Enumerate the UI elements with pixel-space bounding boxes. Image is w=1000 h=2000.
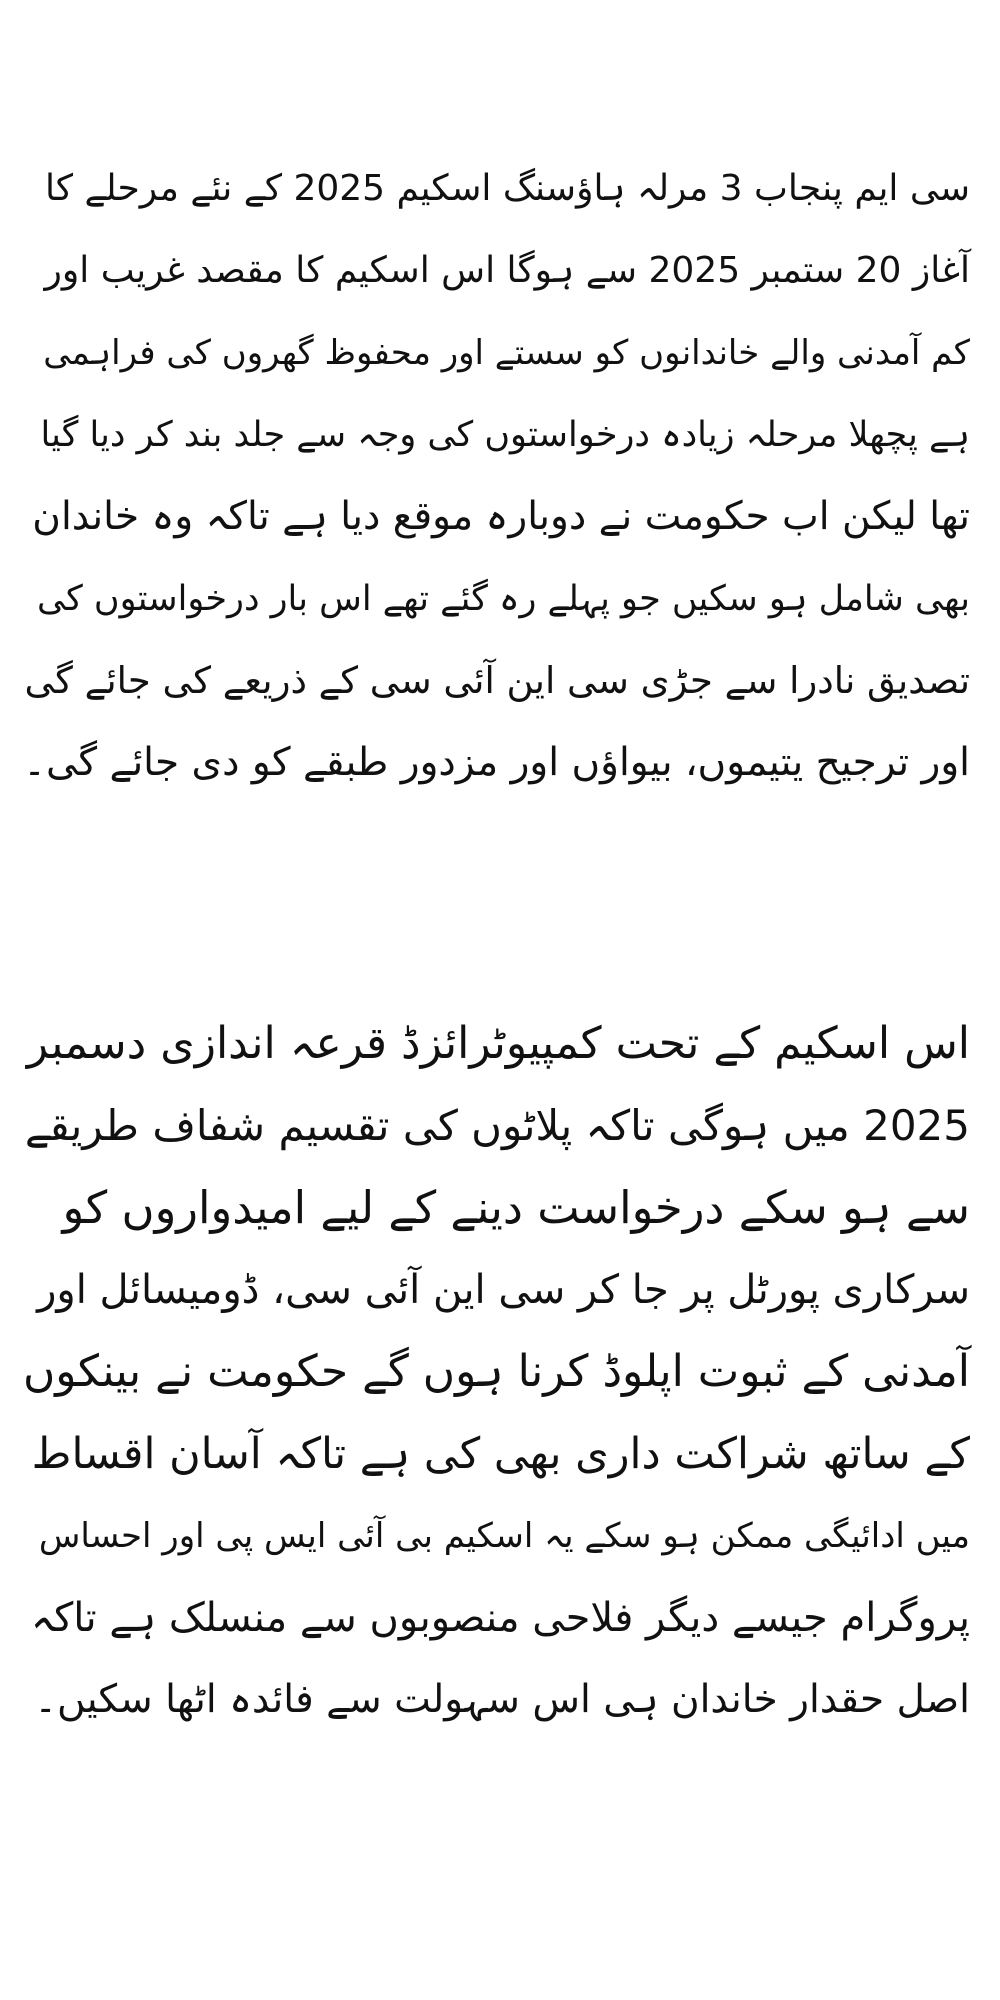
paragraph-1-line-7: تصدیق نادرا سے جڑی سی این آئی سی کے ذریعے کی جائے گی [24, 659, 970, 702]
paragraph-1-line-5: تھا لیکن اب حکومت نے دوبارہ موقع دیا ہے تاکہ وہ خاندان [32, 494, 970, 539]
paragraph-2-line-6: کے ساتھ شراکت داری بھی کی ہے تاکہ آسان اقساط [31, 1429, 970, 1479]
paragraph-1-line-6: بھی شامل ہو سکیں جو پہلے رہ گئے تھے اس بار درخواستوں کی [36, 579, 970, 619]
paragraph-1-line-4: ہے پچھلا مرحلہ زیادہ درخواستوں کی وجہ سے جلد بند کر دیا گیا [40, 415, 970, 455]
paragraph-2-line-1: اس اسکیم کے تحت کمپیوٹرائزڈ قرعہ اندازی دسمبر [26, 1018, 970, 1069]
paragraph-2-line-9: اصل حقدار خاندان ہی اس سہولت سے فائدہ اٹھا سکیں۔ [34, 1677, 970, 1722]
paragraph-2-line-4: سرکاری پورٹل پر جا کر سی این آئی سی، ڈومیسائل اور [37, 1267, 970, 1313]
paragraph-1 [20, 148, 970, 804]
paragraph-1-line-8: اور ترجیح یتیموں، بیواؤں اور مزدور طبقے کو دی جائے گی۔ [23, 740, 970, 785]
paragraph-1-line-3: کم آمدنی والے خاندانوں کو سستے اور محفوظ گھروں کی فراہمی [43, 333, 970, 373]
paragraph-2-line-7: میں ادائیگی ممکن ہو سکے یہ اسکیم بی آئی ایس پی اور احساس [38, 1516, 970, 1556]
paragraph-1-line-2: آغاز 20 ستمبر 2025 سے ہوگا اس اسکیم کا مقصد غریب اور [44, 250, 970, 291]
paragraph-2-line-2: 2025 میں ہوگی تاکہ پلاٹوں کی تقسیم شفاف طریقے [24, 1101, 970, 1150]
paragraph-2-line-5: آمدنی کے ثبوت اپلوڈ کرنا ہوں گے حکومت نے بینکوں [22, 1346, 970, 1397]
paragraph-2-line-8: پروگرام جیسے دیگر فلاحی منصوبوں سے منسلک ہے تاکہ [30, 1595, 970, 1641]
paragraph-2 [20, 1003, 970, 1741]
paragraph-2-line-3: سے ہو سکے درخواست دینے کے لیے امیدواروں کو [62, 1181, 970, 1234]
paragraph-1-line-1: سی ایم پنجاب 3 مرلہ ہاؤسنگ اسکیم 2025 کے نئے مرحلے کا [44, 168, 970, 209]
